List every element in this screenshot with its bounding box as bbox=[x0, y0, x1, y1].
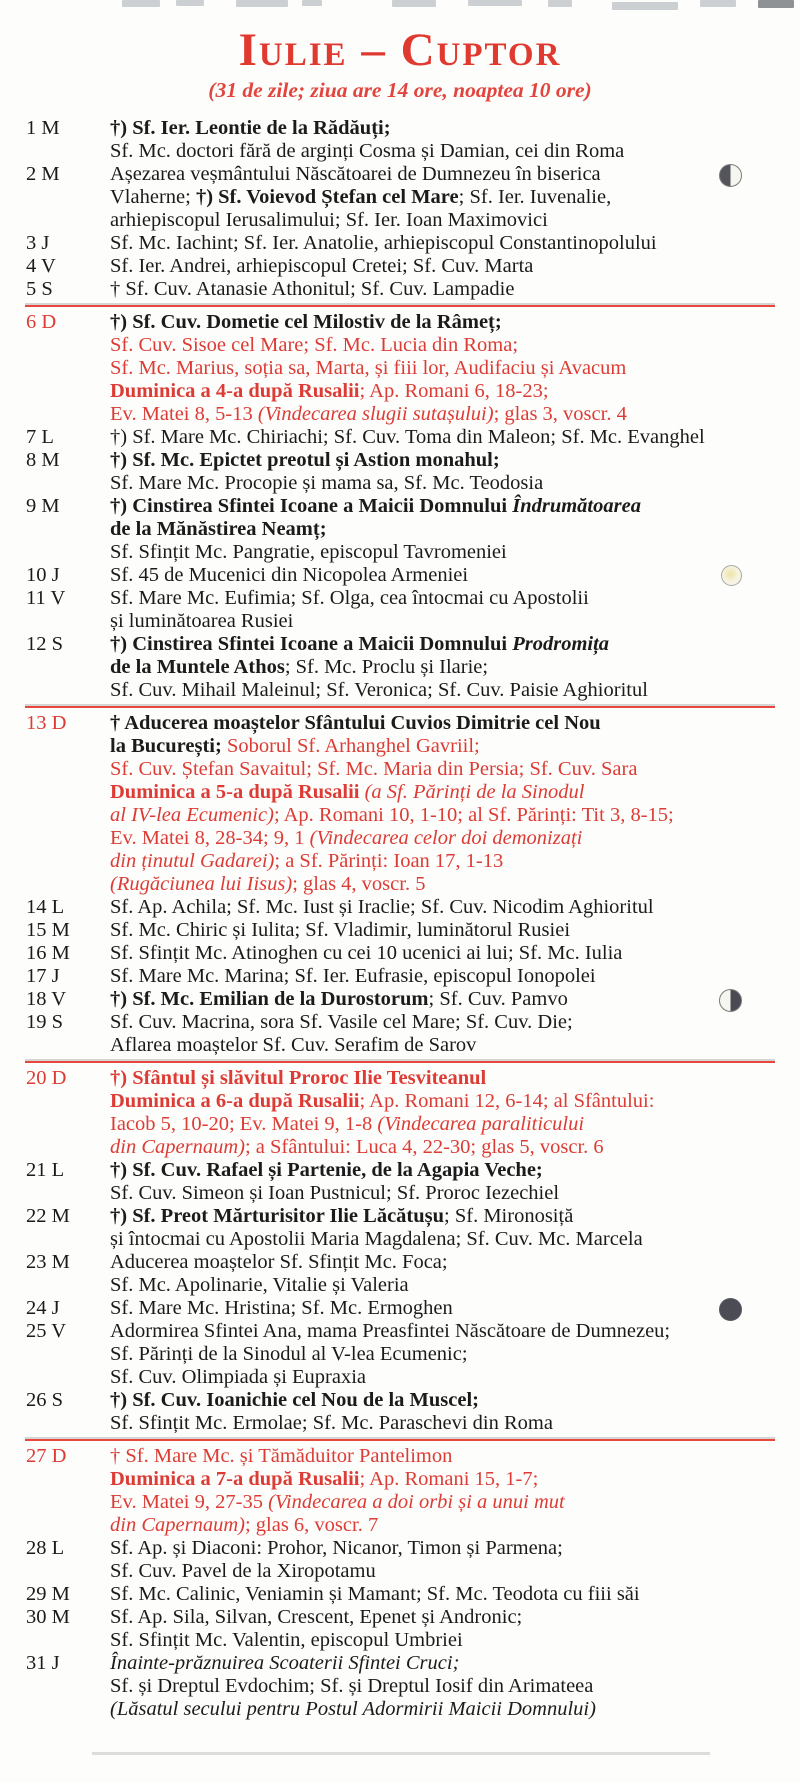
entry-segment: Sf. Mare Mc. Eufimia; Sf. Olga, cea întocmai cu Apostolii bbox=[110, 587, 589, 610]
entry-segment: Sf. Ier. Andrei, arhiepiscopul Cretei; Sf. Cuv. Marta bbox=[110, 255, 534, 278]
entry-line bbox=[110, 919, 778, 942]
day-entry-text bbox=[110, 564, 800, 587]
day-label: 31 J bbox=[26, 1652, 60, 1675]
entry-segment: †) Sfântul și slăvitul Proroc Ilie Tesviteanul bbox=[110, 1067, 487, 1090]
day-entry-text bbox=[110, 1652, 800, 1721]
calendar-row bbox=[0, 1011, 800, 1057]
entry-line bbox=[110, 495, 778, 518]
day-entry-text bbox=[110, 1297, 800, 1320]
calendar-row bbox=[0, 1320, 800, 1389]
entry-line bbox=[110, 232, 778, 255]
day-entry-text bbox=[110, 117, 800, 163]
entry-line bbox=[110, 827, 778, 850]
entry-segment: Iacob 5, 10-20; Ev. Matei 9, 1-8 bbox=[110, 1113, 378, 1136]
day-label: 17 J bbox=[26, 965, 60, 988]
day-label: 18 V bbox=[26, 988, 67, 1011]
entry-segment: Sf. Cuv. Simeon și Ioan Pustnicul; Sf. Proroc Iezechiel bbox=[110, 1182, 560, 1205]
day-entry-text bbox=[110, 1583, 800, 1606]
calendar-row bbox=[0, 988, 800, 1011]
scan-artifact bbox=[302, 0, 322, 6]
entry-segment: Duminica a 5-a după Rusalii bbox=[110, 781, 365, 804]
entry-segment: Vlaherne; bbox=[110, 186, 196, 209]
entry-line bbox=[110, 278, 778, 301]
day-entry-text bbox=[110, 1320, 800, 1389]
entry-line bbox=[110, 426, 778, 449]
day-label: 20 D bbox=[26, 1067, 67, 1090]
entry-segment: Sf. Mare Mc. Marina; Sf. Ier. Eufrasie, episcopul Ionopolei bbox=[110, 965, 596, 988]
entry-line bbox=[110, 896, 778, 919]
entry-segment: ; Ap. Romani 10, 1-10; al Sf. Părinți: Tit 3, 8-15; bbox=[273, 804, 674, 827]
entry-segment: †) Sf. Ier. Leontie de la Rădăuți; bbox=[110, 117, 391, 140]
day-entry-text bbox=[110, 587, 800, 633]
entry-line bbox=[110, 942, 778, 965]
entry-segment: Sf. Mare Mc. Hristina; Sf. Mc. Ermoghen bbox=[110, 1297, 453, 1320]
entry-segment: din Capernaum) bbox=[110, 1514, 245, 1537]
entry-segment: Sf. Ap. Sila, Silvan, Crescent, Epenet și Andronic; bbox=[110, 1606, 523, 1629]
entry-segment: de la Mănăstirea Neamț; bbox=[110, 518, 327, 541]
day-label: 19 S bbox=[26, 1011, 64, 1034]
entry-segment: †) Sf. Mare Mc. Chiriachi; Sf. Cuv. Toma din Maleon; Sf. Mc. Evanghel bbox=[110, 426, 705, 449]
entry-line bbox=[110, 1113, 778, 1136]
entry-segment: Sf. Mc. Iachint; Sf. Ier. Anatolie, arhiepiscopul Constantinopolului bbox=[110, 232, 657, 255]
entry-line bbox=[110, 518, 778, 541]
entry-line bbox=[110, 1389, 778, 1412]
entry-segment: Aflarea moaștelor Sf. Cuv. Serafim de Sarov bbox=[110, 1034, 477, 1057]
entry-line bbox=[110, 1320, 778, 1343]
day-entry-text bbox=[110, 919, 800, 942]
calendar-row bbox=[0, 311, 800, 426]
entry-line bbox=[110, 403, 778, 426]
entry-line bbox=[110, 1412, 778, 1435]
day-label: 11 V bbox=[26, 587, 66, 610]
entry-segment: Sf. Mc. Chiric și Iulita; Sf. Vladimir, luminătorul Rusiei bbox=[110, 919, 571, 942]
entry-line bbox=[110, 1629, 778, 1652]
entry-segment: † Sf. Mare Mc. și Tămăduitor Pantelimon bbox=[110, 1445, 453, 1468]
entry-line bbox=[110, 610, 778, 633]
calendar-row bbox=[0, 1297, 800, 1320]
entry-line bbox=[110, 679, 778, 702]
day-label: 24 J bbox=[26, 1297, 60, 1320]
calendar-row bbox=[0, 117, 800, 163]
entry-line bbox=[110, 186, 778, 209]
scan-artifact bbox=[176, 0, 204, 6]
day-entry-text bbox=[110, 163, 800, 232]
day-label: 12 S bbox=[26, 633, 64, 656]
entry-line bbox=[110, 380, 778, 403]
entry-line bbox=[110, 541, 778, 564]
day-label: 4 V bbox=[26, 255, 56, 278]
day-label: 21 L bbox=[26, 1159, 65, 1182]
day-label: 10 J bbox=[26, 564, 60, 587]
entry-segment: Duminica a 6-a după Rusalii bbox=[110, 1090, 360, 1113]
scan-artifact bbox=[758, 0, 794, 8]
day-entry-text bbox=[110, 1011, 800, 1057]
entry-line bbox=[110, 357, 778, 380]
entry-line bbox=[110, 712, 778, 735]
day-entry-text bbox=[110, 232, 800, 255]
entry-line bbox=[110, 1675, 778, 1698]
entry-segment: Ev. Matei 8, 5-13 bbox=[110, 403, 258, 426]
entry-segment: (Rugăciunea lui Iisus) bbox=[110, 873, 293, 896]
calendar-row bbox=[0, 449, 800, 495]
entry-segment: ; Ap. Romani 12, 6-14; al Sfântului: bbox=[359, 1090, 655, 1113]
entry-segment: Sf. 45 de Mucenici din Nicopolea Armeniei bbox=[110, 564, 469, 587]
entry-segment: (Vindecarea celor doi demonizați bbox=[309, 827, 583, 850]
entry-line bbox=[110, 1159, 778, 1182]
calendar-row bbox=[0, 495, 800, 564]
entry-segment: †) Sf. Mc. Epictet preotul și Astion monahul; bbox=[110, 449, 500, 472]
month-title: Iulie – Cuptor bbox=[238, 24, 562, 76]
entry-segment: Sf. Sfințit Mc. Pangratie, episcopul Tavromeniei bbox=[110, 541, 507, 564]
entry-line bbox=[110, 1445, 778, 1468]
entry-segment: la București; bbox=[110, 735, 227, 758]
day-entry-text bbox=[110, 449, 800, 495]
day-label: 25 V bbox=[26, 1320, 67, 1343]
entry-line bbox=[110, 1034, 778, 1057]
entry-line bbox=[110, 988, 778, 1011]
entry-segment: Prodromița bbox=[512, 633, 610, 656]
entry-line bbox=[110, 1228, 778, 1251]
entry-segment: ; Sf. Mc. Proclu și Ilarie; bbox=[284, 656, 489, 679]
entry-line bbox=[110, 781, 778, 804]
calendar-row bbox=[0, 426, 800, 449]
entry-segment: †) Sf. Cuv. Dometie cel Milostiv de la Râmeț; bbox=[110, 311, 502, 334]
scan-artifact bbox=[92, 1752, 710, 1755]
entry-segment: †) Sf. Preot Mărturisitor Ilie Lăcătușu bbox=[110, 1205, 445, 1228]
calendar-row bbox=[0, 587, 800, 633]
entry-segment: †) Sf. Mc. Emilian de la Durostorum bbox=[110, 988, 429, 1011]
entry-line bbox=[110, 1537, 778, 1560]
entry-segment: ; Sf. Ier. Iuvenalie, bbox=[458, 186, 612, 209]
entry-line bbox=[110, 209, 778, 232]
calendar-row bbox=[0, 919, 800, 942]
entry-line bbox=[110, 1274, 778, 1297]
entry-segment: Duminica a 7-a după Rusalii bbox=[110, 1468, 360, 1491]
entry-line bbox=[110, 656, 778, 679]
sunday-separator-rule bbox=[25, 706, 775, 708]
entry-segment: Sf. Mare Mc. Procopie și mama sa, Sf. Mc. Teodosia bbox=[110, 472, 544, 495]
scan-artifact bbox=[548, 0, 572, 7]
day-entry-text bbox=[110, 942, 800, 965]
calendar-row bbox=[0, 1067, 800, 1159]
entry-segment: din Capernaum) bbox=[110, 1136, 245, 1159]
entry-segment: Sf. Cuv. Ștefan Savaitul; Sf. Mc. Maria din Persia; Sf. Cuv. Sara bbox=[110, 758, 638, 781]
entry-segment: Sf. Părinți de la Sinodul al V-lea Ecumenic; bbox=[110, 1343, 468, 1366]
scan-artifact bbox=[122, 0, 160, 7]
entry-segment: Sf. Sfințit Mc. Atinoghen cu cei 10 ucenici ai lui; Sf. Mc. Iulia bbox=[110, 942, 623, 965]
entry-segment: Sf. Cuv. Macrina, sora Sf. Vasile cel Mare; Sf. Cuv. Die; bbox=[110, 1011, 573, 1034]
entry-segment: și luminătoarea Rusiei bbox=[110, 610, 294, 633]
entry-segment: (Vindecarea slugii sutașului) bbox=[257, 403, 494, 426]
entry-segment: de la Muntele Athos bbox=[110, 656, 285, 679]
day-entry-text bbox=[110, 712, 800, 896]
scan-artifact bbox=[392, 0, 436, 7]
day-entry-text bbox=[110, 1251, 800, 1297]
entry-segment: și întocmai cu Apostolii Maria Magdalena; Sf. Cuv. Mc. Marcela bbox=[110, 1228, 643, 1251]
entry-segment: (Lăsatul secului pentru Postul Adormirii Maicii Domnului) bbox=[110, 1698, 596, 1721]
day-label: 26 S bbox=[26, 1389, 64, 1412]
day-label: 1 M bbox=[26, 117, 60, 140]
entry-line bbox=[110, 255, 778, 278]
entry-segment: Sf. Mc. Apolinarie, Vitalie și Valeria bbox=[110, 1274, 409, 1297]
entry-line bbox=[110, 472, 778, 495]
calendar-row bbox=[0, 1445, 800, 1537]
day-entry-text bbox=[110, 1445, 800, 1537]
day-entry-text bbox=[110, 965, 800, 988]
entry-line bbox=[110, 311, 778, 334]
entry-segment: †) Sf. Cuv. Rafael și Partenie, de la Agapia Veche; bbox=[110, 1159, 543, 1182]
entry-segment: Soborul Sf. Arhanghel Gavriil; bbox=[226, 735, 480, 758]
calendar-row bbox=[0, 163, 800, 232]
entry-segment: ; Ap. Romani 6, 18-23; bbox=[359, 380, 549, 403]
day-label: 13 D bbox=[26, 712, 67, 735]
entry-line bbox=[110, 1468, 778, 1491]
calendar-row bbox=[0, 278, 800, 301]
entry-segment: ; Sf. Mironosiță bbox=[444, 1205, 574, 1228]
calendar-row bbox=[0, 1159, 800, 1205]
day-label: 22 M bbox=[26, 1205, 70, 1228]
entry-line bbox=[110, 140, 778, 163]
entry-segment: Sf. Mc. Calinic, Veniamin și Mamant; Sf. Mc. Teodota cu fiii săi bbox=[110, 1583, 640, 1606]
scan-artifact bbox=[612, 2, 678, 10]
entry-segment: (Vindecarea paraliticului bbox=[377, 1113, 585, 1136]
day-label: 27 D bbox=[26, 1445, 67, 1468]
sunday-separator-rule bbox=[25, 1439, 775, 1441]
entry-line bbox=[110, 804, 778, 827]
entry-line bbox=[110, 1514, 778, 1537]
entry-segment: Sf. Mc. Marius, soția sa, Marta, și fiii lor, Audifaciu și Avacum bbox=[110, 357, 627, 380]
entry-segment: Sf. Mc. doctori fără de arginți Cosma și Damian, cei din Roma bbox=[110, 140, 625, 163]
calendar-row bbox=[0, 712, 800, 896]
entry-segment: Îndrumătoarea bbox=[512, 495, 641, 518]
day-label: 9 M bbox=[26, 495, 60, 518]
day-entry-text bbox=[110, 633, 800, 702]
entry-segment: Sf. Cuv. Pavel de la Xiropotamu bbox=[110, 1560, 376, 1583]
entry-line bbox=[110, 1606, 778, 1629]
month-subtitle: (31 de zile; ziua are 14 ore, noaptea 10 ore) bbox=[208, 78, 592, 103]
entry-line bbox=[110, 564, 778, 587]
entry-segment: Sf. și Dreptul Evdochim; Sf. și Dreptul Iosif din Arimateea bbox=[110, 1675, 594, 1698]
entry-segment: arhiepiscopul Ierusalimului; Sf. Ier. Ioan Maximovici bbox=[110, 209, 548, 232]
entry-segment: Duminica a 4-a după Rusalii bbox=[110, 380, 360, 403]
entry-line bbox=[110, 633, 778, 656]
calendar-row bbox=[0, 1537, 800, 1583]
day-label: 23 M bbox=[26, 1251, 70, 1274]
calendar-row bbox=[0, 1205, 800, 1251]
day-label: 6 D bbox=[26, 311, 57, 334]
entry-segment: † Sf. Cuv. Atanasie Athonitul; Sf. Cuv. Lampadie bbox=[110, 278, 515, 301]
day-entry-text bbox=[110, 1067, 800, 1159]
entry-segment: Sf. Cuv. Olimpiada și Eupraxia bbox=[110, 1366, 367, 1389]
entry-segment: ; Sf. Cuv. Pamvo bbox=[428, 988, 568, 1011]
day-label: 14 L bbox=[26, 896, 65, 919]
entry-segment: ; glas 6, voscr. 7 bbox=[244, 1514, 379, 1537]
day-label: 8 M bbox=[26, 449, 60, 472]
entry-segment: †) Sf. Cuv. Ioanichie cel Nou de la Muscel; bbox=[110, 1389, 479, 1412]
entry-segment: † Aducerea moaștelor Sfântului Cuvios Dimitrie cel Nou bbox=[110, 712, 601, 735]
entry-line bbox=[110, 163, 778, 186]
day-entry-text bbox=[110, 278, 800, 301]
day-label: 3 J bbox=[26, 232, 50, 255]
entry-segment: Ev. Matei 8, 28-34; 9, 1 bbox=[110, 827, 310, 850]
scan-artifact bbox=[700, 0, 736, 7]
entry-segment: Sf. Ap. și Diaconi: Prohor, Nicanor, Timon și Parmena; bbox=[110, 1537, 563, 1560]
entry-line bbox=[110, 1205, 778, 1228]
day-label: 2 M bbox=[26, 163, 60, 186]
entry-segment: Adormirea Sfintei Ana, mama Preasfintei Născătoare de Dumnezeu; bbox=[110, 1320, 671, 1343]
entry-segment: (Vindecarea a doi orbi și a unui mut bbox=[268, 1491, 565, 1514]
entry-segment: Sf. Sfințit Mc. Ermolae; Sf. Mc. Paraschevi din Roma bbox=[110, 1412, 553, 1435]
entry-line bbox=[110, 1560, 778, 1583]
entry-line bbox=[110, 1067, 778, 1090]
entry-line bbox=[110, 334, 778, 357]
entry-line bbox=[110, 1182, 778, 1205]
entry-line bbox=[110, 758, 778, 781]
calendar-row bbox=[0, 896, 800, 919]
calendar-row bbox=[0, 1389, 800, 1435]
entry-line bbox=[110, 1251, 778, 1274]
entry-segment: ; glas 3, voscr. 4 bbox=[493, 403, 627, 426]
entry-line bbox=[110, 1090, 778, 1113]
entry-line bbox=[110, 1491, 778, 1514]
day-entry-text bbox=[110, 495, 800, 564]
entry-segment: Înainte-prăznuirea Scoaterii Sfintei Cruci; bbox=[110, 1652, 460, 1675]
day-entry-text bbox=[110, 988, 800, 1011]
day-entry-text bbox=[110, 1205, 800, 1251]
entry-line bbox=[110, 1343, 778, 1366]
entry-line bbox=[110, 965, 778, 988]
day-label: 5 S bbox=[26, 278, 53, 301]
entry-segment: ; glas 4, voscr. 5 bbox=[292, 873, 426, 896]
day-entry-text bbox=[110, 255, 800, 278]
entry-line bbox=[110, 1297, 778, 1320]
day-label: 29 M bbox=[26, 1583, 70, 1606]
entry-segment: †) Sf. Voievod Ștefan cel Mare bbox=[195, 186, 459, 209]
entry-line bbox=[110, 873, 778, 896]
calendar-row bbox=[0, 255, 800, 278]
day-label: 15 M bbox=[26, 919, 70, 942]
entry-segment: Sf. Sfințit Mc. Valentin, episcopul Umbriei bbox=[110, 1629, 463, 1652]
calendar-row bbox=[0, 1606, 800, 1652]
entry-segment: din ținutul Gadarei) bbox=[110, 850, 275, 873]
entry-segment: ; Ap. Romani 15, 1-7; bbox=[359, 1468, 539, 1491]
calendar-row bbox=[0, 232, 800, 255]
day-entry-text bbox=[110, 311, 800, 426]
entry-segment: ; a Sf. Părinți: Ioan 17, 1-13 bbox=[274, 850, 504, 873]
scan-artifact bbox=[468, 0, 522, 6]
entry-line bbox=[110, 735, 778, 758]
entry-segment: †) Cinstirea Sfintei Icoane a Maicii Domnului bbox=[110, 633, 513, 656]
day-label: 16 M bbox=[26, 942, 70, 965]
calendar-row bbox=[0, 1583, 800, 1606]
day-entry-text bbox=[110, 896, 800, 919]
day-entry-text bbox=[110, 1606, 800, 1652]
sunday-separator-rule bbox=[25, 305, 775, 307]
entry-segment: Sf. Cuv. Sisoe cel Mare; Sf. Mc. Lucia din Roma; bbox=[110, 334, 519, 357]
calendar-row bbox=[0, 564, 800, 587]
day-entry-text bbox=[110, 1537, 800, 1583]
day-entry-text bbox=[110, 426, 800, 449]
day-label: 30 M bbox=[26, 1606, 70, 1629]
entry-line bbox=[110, 1583, 778, 1606]
entry-line bbox=[110, 449, 778, 472]
entry-line bbox=[110, 1011, 778, 1034]
calendar-row bbox=[0, 965, 800, 988]
scan-artifact bbox=[236, 0, 288, 7]
entry-segment: (a Sf. Părinți de la Sinodul bbox=[364, 781, 585, 804]
entry-line bbox=[110, 117, 778, 140]
day-label: 28 L bbox=[26, 1537, 65, 1560]
calendar-row bbox=[0, 1652, 800, 1721]
entry-line bbox=[110, 1652, 778, 1675]
day-entry-text bbox=[110, 1159, 800, 1205]
entry-line bbox=[110, 587, 778, 610]
entry-segment: †) Cinstirea Sfintei Icoane a Maicii Domnului bbox=[110, 495, 513, 518]
calendar-body bbox=[0, 117, 800, 1721]
entry-segment: Sf. Ap. Achila; Sf. Mc. Iust și Iraclie; Sf. Cuv. Nicodim Aghioritul bbox=[110, 896, 654, 919]
entry-segment: ; a Sfântului: Luca 4, 22-30; glas 5, voscr. 6 bbox=[244, 1136, 604, 1159]
sunday-separator-rule bbox=[25, 1061, 775, 1063]
entry-segment: al IV-lea Ecumenic) bbox=[110, 804, 274, 827]
entry-segment: Așezarea veșmântului Născătoarei de Dumnezeu în biserica bbox=[110, 163, 601, 186]
day-label: 7 L bbox=[26, 426, 54, 449]
entry-segment: Ev. Matei 9, 27-35 bbox=[110, 1491, 269, 1514]
calendar-row bbox=[0, 1251, 800, 1297]
entry-line bbox=[110, 1698, 778, 1721]
calendar-row bbox=[0, 942, 800, 965]
entry-line bbox=[110, 1136, 778, 1159]
entry-line bbox=[110, 1366, 778, 1389]
calendar-row bbox=[0, 633, 800, 702]
entry-segment: Sf. Cuv. Mihail Maleinul; Sf. Veronica; Sf. Cuv. Paisie Aghioritul bbox=[110, 679, 648, 702]
day-entry-text bbox=[110, 1389, 800, 1435]
entry-line bbox=[110, 850, 778, 873]
entry-segment: Aducerea moaștelor Sf. Sfințit Mc. Foca; bbox=[110, 1251, 448, 1274]
